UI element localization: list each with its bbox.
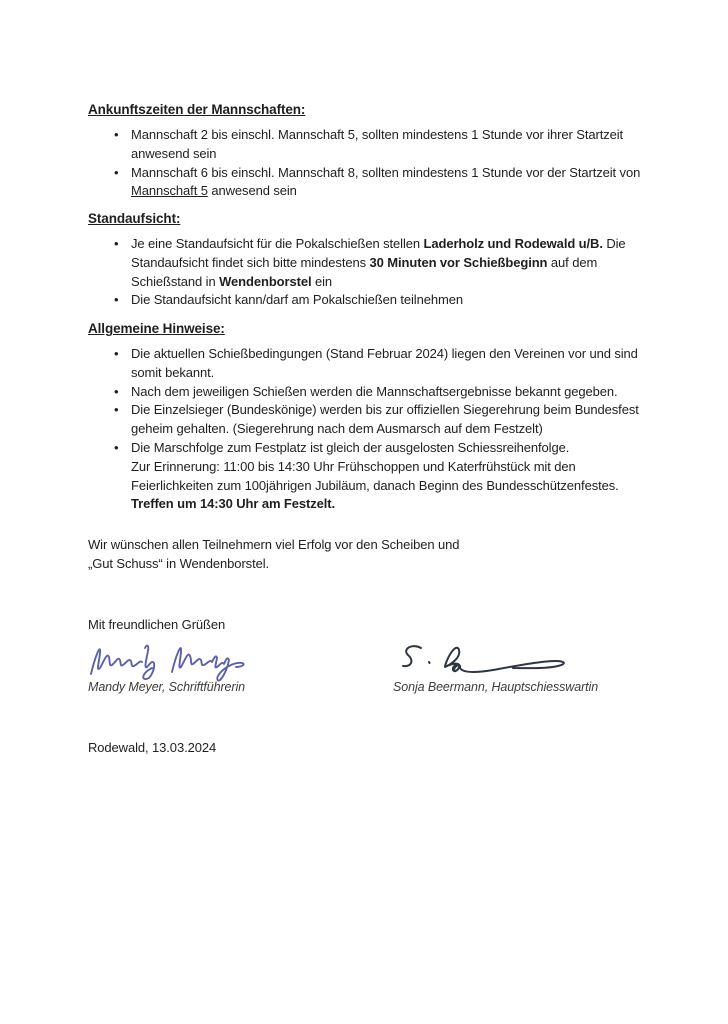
bullet-icon: •: [114, 402, 119, 418]
bullet-line: Standaufsicht findet sich bitte mindestens 30 Minuten vor Schießbeginn auf dem: [131, 254, 598, 270]
bullet-line: Die Standaufsicht kann/darf am Pokalschießen teilnehmen: [131, 292, 463, 308]
section-standaufsicht: [88, 209, 626, 310]
bullet-icon: •: [114, 292, 119, 308]
bullet-line: Mannschaft 5 anwesend sein: [131, 183, 297, 199]
bullet-line: somit bekannt.: [131, 364, 215, 380]
list-item: [88, 291, 626, 310]
bullet-line: Mannschaft 6 bis einschl. Mannschaft 8, sollten mindestens 1 Stunde vor der Startzeit von: [131, 164, 641, 180]
bullet-list: [88, 126, 640, 201]
bullet-icon: •: [114, 346, 119, 361]
signature-sonja-beermann-image: [393, 641, 583, 681]
section-heading: Allgemeine Hinweise:: [88, 321, 225, 336]
bullet-line: Treffen um 14:30 Uhr am Festzelt.: [131, 496, 336, 512]
bullet-line: Die Einzelsieger (Bundeskönige) werden bis zur offiziellen Siegerehrung beim Bundesfest: [131, 402, 639, 418]
bullet-icon: •: [114, 164, 119, 180]
bullet-list: [88, 345, 639, 514]
signature-mandy-meyer-image: [86, 633, 251, 683]
list-item: [88, 345, 639, 383]
bullet-line: anwesend sein: [131, 145, 217, 161]
bullet-line: Je eine Standaufsicht für die Pokalschießen stellen Laderholz und Rodewald u/B. Die: [131, 236, 626, 251]
bullet-line: geheim gehalten. (Siegerehrung nach dem Ausmarsch auf dem Festzelt): [131, 421, 543, 437]
list-item: [88, 439, 639, 514]
section-heading: Ankunftszeiten der Mannschaften:: [88, 102, 306, 117]
list-item: [88, 383, 639, 402]
list-item: [88, 126, 640, 164]
bullet-line: Zur Erinnerung: 11:00 bis 14:30 Uhr Frühschoppen und Katerfrühstück mit den: [131, 458, 576, 474]
section-ankunftszeiten: [88, 100, 640, 201]
bullet-icon: •: [114, 439, 119, 455]
bullet-line: Die aktuellen Schießbedingungen (Stand Februar 2024) liegen den Vereinen vor und sind: [131, 346, 638, 361]
section-allgemeine-hinweise: [88, 319, 639, 514]
salutation: Mit freundlichen Grüßen: [88, 617, 226, 632]
bullet-line: Nach dem jeweiligen Schießen werden die Mannschaftsergebnisse bekannt gegeben.: [131, 383, 618, 399]
dateline: Rodewald, 13.03.2024: [88, 740, 217, 755]
list-item: [88, 235, 626, 291]
list-item: [88, 164, 640, 202]
bullet-line: Schießstand in Wendenborstel ein: [131, 273, 333, 289]
list-item: [88, 401, 639, 439]
closing-line: Wir wünschen allen Teilnehmern viel Erfolg vor den Scheiben und: [88, 537, 460, 552]
signature-caption-right: Sonja Beermann, Hauptschiesswartin: [393, 680, 599, 694]
bullet-line: Mannschaft 2 bis einschl. Mannschaft 5, sollten mindestens 1 Stunde vor ihrer Startzeit: [131, 127, 624, 142]
bullet-icon: •: [114, 236, 119, 251]
bullet-line: Feierlichkeiten zum 100jährigen Jubiläum, danach Beginn des Bundesschützenfestes.: [131, 477, 619, 493]
closing-paragraph: [88, 536, 459, 574]
bullet-line: Die Marschfolge zum Festplatz ist gleich der ausgelosten Schiessreihenfolge.: [131, 439, 570, 455]
bullet-list: [88, 235, 626, 310]
section-heading: Standaufsicht:: [88, 211, 181, 226]
closing-line: „Gut Schuss“ in Wendenborstel.: [88, 555, 270, 571]
bullet-icon: •: [114, 127, 119, 142]
signature-caption-left: Mandy Meyer, Schriftführerin: [88, 680, 245, 694]
bullet-icon: •: [114, 383, 119, 399]
